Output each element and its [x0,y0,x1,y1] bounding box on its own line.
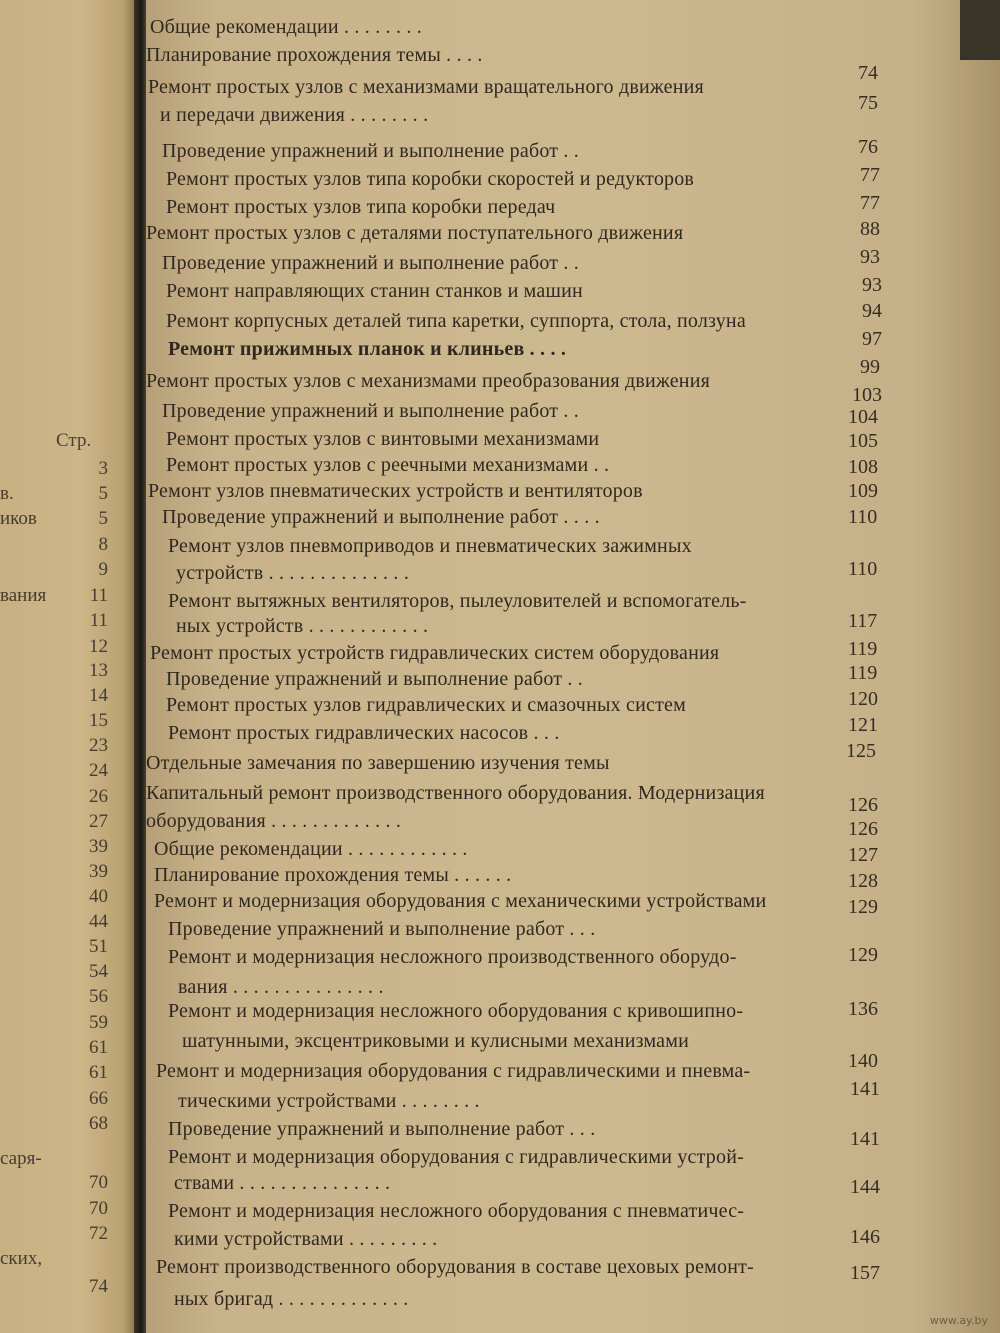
left-toc-row [0,610,118,634]
toc-page-number: 140 [848,1050,878,1072]
toc-entry: Ремонт прижимных планок и клиньев . . . . [168,338,567,360]
toc-entry: Ремонт узлов пневмоприводов и пневматических зажимных [168,535,692,557]
left-toc-row [0,735,118,759]
left-toc-row [0,710,118,734]
toc-page-number: 121 [848,714,878,736]
left-toc-page-number: 56 [89,986,108,1007]
left-toc-text: ских, [0,1248,43,1269]
left-toc-page-number: 15 [89,710,108,731]
toc-page-number: 77 [860,164,880,186]
toc-entry: Ремонт и модернизация несложного оборудования с пневматичес- [168,1200,745,1222]
toc-page-number: 126 [848,818,878,840]
toc-entry: Ремонт и модернизация оборудования с гидравлическими и пневма- [156,1060,751,1082]
toc-entry: Ремонт простых узлов типа коробки скоростей и редукторов [166,168,695,190]
left-toc-text: саря- [0,1148,42,1169]
left-toc-row [0,961,118,985]
toc-page-number: 103 [852,384,882,406]
toc-page-number: 77 [860,192,880,214]
toc-page-number: 88 [860,218,880,240]
toc-page-number: 104 [848,406,878,428]
left-toc-page-number: 26 [89,786,108,807]
toc-page-number: 146 [850,1226,880,1248]
toc-page-number: 117 [848,610,878,632]
toc-page-number: 119 [848,662,878,684]
toc-page-number: 144 [850,1176,880,1198]
left-toc-page-number: 5 [98,508,108,529]
left-toc-row [0,508,118,532]
left-page [0,0,134,1333]
left-toc-page-number: 72 [89,1223,108,1244]
toc-page-number: 126 [848,794,878,816]
toc-entry: Ремонт простых узлов с механизмами вращательного движения [148,76,704,98]
left-page-header: Стр. [56,430,92,451]
left-toc-row [0,911,118,935]
toc-entry: Проведение упражнений и выполнение работ . . [162,252,580,274]
toc-page-number: 99 [860,356,880,378]
left-toc-page-number: 12 [89,636,108,657]
toc-entry: Ремонт производственного оборудования в составе цеховых ремонт- [156,1256,754,1278]
left-toc-page-number: 9 [98,559,108,580]
left-toc-page-number: 24 [89,760,108,781]
toc-page-number: 141 [850,1078,880,1100]
toc-entry: шатунными, эксцентриковыми и кулисными механизмами [182,1030,690,1052]
toc-page-number: 105 [848,430,878,452]
toc-entry: вания . . . . . . . . . . . . . . . [178,976,384,998]
left-toc-row [0,534,118,558]
toc-entry: Ремонт простых узлов с механизмами преобразования движения [146,370,710,392]
watermark: www.ay.by [929,1314,988,1327]
left-toc-row [0,811,118,835]
left-toc-page-number: 23 [89,735,108,756]
toc-entry: Проведение упражнений и выполнение работ . . [166,668,584,690]
left-toc-row [0,1276,118,1300]
left-toc-row [0,886,118,910]
toc-page-number: 129 [848,896,878,918]
left-toc-row [0,1113,118,1137]
toc-page-number: 93 [860,246,880,268]
toc-page-number: 119 [848,638,878,660]
toc-entry: Планирование прохождения темы . . . . [146,44,483,66]
toc-entry: Планирование прохождения темы . . . . . . [154,864,512,886]
toc-entry: Проведение упражнений и выполнение работ . . . . [162,506,600,528]
toc-entry: кими устройствами . . . . . . . . . [174,1228,438,1250]
book-gutter [134,0,146,1333]
toc-entry: Проведение упражнений и выполнение работ . . . [168,1118,596,1140]
toc-page-number: 76 [858,136,878,158]
left-toc-page-number: 70 [89,1172,108,1193]
toc-entry: Общие рекомендации . . . . . . . . . . . . [154,838,468,860]
toc-page-number: 125 [846,740,876,762]
left-toc-row [0,861,118,885]
left-toc-row [0,585,118,609]
left-toc-row [0,760,118,784]
toc-entry: Ремонт простых устройств гидравлических систем оборудования [150,642,720,664]
left-toc-page-number: 59 [89,1012,108,1033]
toc-page-number: 127 [848,844,878,866]
toc-entry: Ремонт простых гидравлических насосов . . . [168,722,560,744]
toc-entry: ных устройств . . . . . . . . . . . . [176,615,429,637]
toc-page-number: 93 [862,274,882,296]
left-toc-page-number: 68 [89,1113,108,1134]
toc-entry: Отдельные замечания по завершению изучения темы [146,752,610,774]
left-toc-page-number: 27 [89,811,108,832]
left-toc-page-number: 44 [89,911,108,932]
left-toc-page-number: 74 [89,1276,108,1297]
toc-entry: Проведение упражнений и выполнение работ . . [162,400,580,422]
left-toc-row [0,559,118,583]
toc-entry: Проведение упражнений и выполнение работ . . . [168,918,596,940]
toc-entry: оборудования . . . . . . . . . . . . . [146,810,402,832]
left-toc-page-number: 40 [89,886,108,907]
left-toc-row [0,836,118,860]
left-toc-row [0,986,118,1010]
left-toc-row [0,786,118,810]
toc-entry: Ремонт простых узлов типа коробки передач [166,196,556,218]
left-toc-row [0,1198,118,1222]
left-toc-row [0,1248,118,1272]
toc-entry: Общие рекомендации . . . . . . . . [150,16,422,38]
toc-page-number: 94 [862,300,882,322]
left-toc-page-number: 39 [89,836,108,857]
toc-entry: Ремонт корпусных деталей типа каретки, суппорта, стола, ползуна [166,310,746,332]
left-toc-row [0,936,118,960]
toc-page-number: 129 [848,944,878,966]
left-toc-row [0,1148,118,1172]
left-toc-page-number: 70 [89,1198,108,1219]
right-page [146,0,1000,1333]
left-toc-page-number: 61 [89,1037,108,1058]
left-toc-row [0,685,118,709]
toc-entry: Ремонт и модернизация оборудования с гидравлическими устрой- [168,1146,744,1168]
left-toc-row [0,1088,118,1112]
toc-page-number: 141 [850,1128,880,1150]
left-toc-page-number: 5 [98,483,108,504]
left-toc-row [0,1223,118,1247]
left-toc-page-number: 8 [98,534,108,555]
toc-entry: Ремонт простых узлов гидравлических и смазочных систем [166,694,686,716]
toc-page-number: 157 [850,1262,880,1284]
left-toc-row [0,636,118,660]
left-toc-page-number: 13 [89,660,108,681]
toc-entry: Ремонт и модернизация оборудования с механическими устройствами [154,890,767,912]
toc-page-number: 108 [848,456,878,478]
left-toc-row [0,1037,118,1061]
toc-entry: Ремонт простых узлов с деталями поступательного движения [146,222,684,244]
left-toc-page-number: 39 [89,861,108,882]
toc-entry: ных бригад . . . . . . . . . . . . . [174,1288,409,1310]
toc-entry: и передачи движения . . . . . . . . [160,104,429,126]
left-toc-page-number: 3 [98,458,108,479]
left-toc-row [0,1062,118,1086]
left-toc-text: вания [0,585,47,606]
toc-page-number: 120 [848,688,878,710]
toc-entry: Ремонт узлов пневматических устройств и вентиляторов [148,480,643,502]
toc-page-number: 75 [858,92,878,114]
toc-page-number: 109 [848,480,878,502]
toc-page-number: 110 [848,506,878,528]
toc-entry: Ремонт и модернизация несложного оборудования с кривошипно- [168,1000,744,1022]
toc-entry: тическими устройствами . . . . . . . . [178,1090,480,1112]
toc-entry: Капитальный ремонт производственного оборудования. Модернизация [146,782,765,804]
left-toc-row [0,1012,118,1036]
toc-page-number: 74 [858,62,878,84]
left-toc-row [0,458,118,482]
toc-entry: Ремонт простых узлов с винтовыми механизмами [166,428,600,450]
toc-page-number: 97 [862,328,882,350]
left-toc-page-number: 51 [89,936,108,957]
toc-entry: Ремонт вытяжных вентиляторов, пылеуловителей и вспомогатель- [168,590,747,612]
left-toc-page-number: 11 [89,585,108,606]
toc-page-number: 136 [848,998,878,1020]
toc-entry: ствами . . . . . . . . . . . . . . . [174,1172,391,1194]
left-toc-text: в. [0,483,14,504]
toc-page-number: 110 [848,558,878,580]
left-toc-page-number: 54 [89,961,108,982]
left-toc-page-number: 11 [89,610,108,631]
toc-entry: Ремонт простых узлов с реечными механизмами . . [166,454,610,476]
left-toc-text: иков [0,508,37,529]
toc-page-number: 128 [848,870,878,892]
toc-entry: Ремонт и модернизация несложного производственного оборудо- [168,946,737,968]
left-toc-row [0,1172,118,1196]
left-toc-page-number: 61 [89,1062,108,1083]
toc-entry: устройств . . . . . . . . . . . . . . [176,562,410,584]
toc-entry: Ремонт направляющих станин станков и машин [166,280,583,302]
left-toc-page-number: 14 [89,685,108,706]
left-toc-page-number: 66 [89,1088,108,1109]
left-toc-row [0,483,118,507]
left-toc-row [0,660,118,684]
toc-entry: Проведение упражнений и выполнение работ . . [162,140,580,162]
